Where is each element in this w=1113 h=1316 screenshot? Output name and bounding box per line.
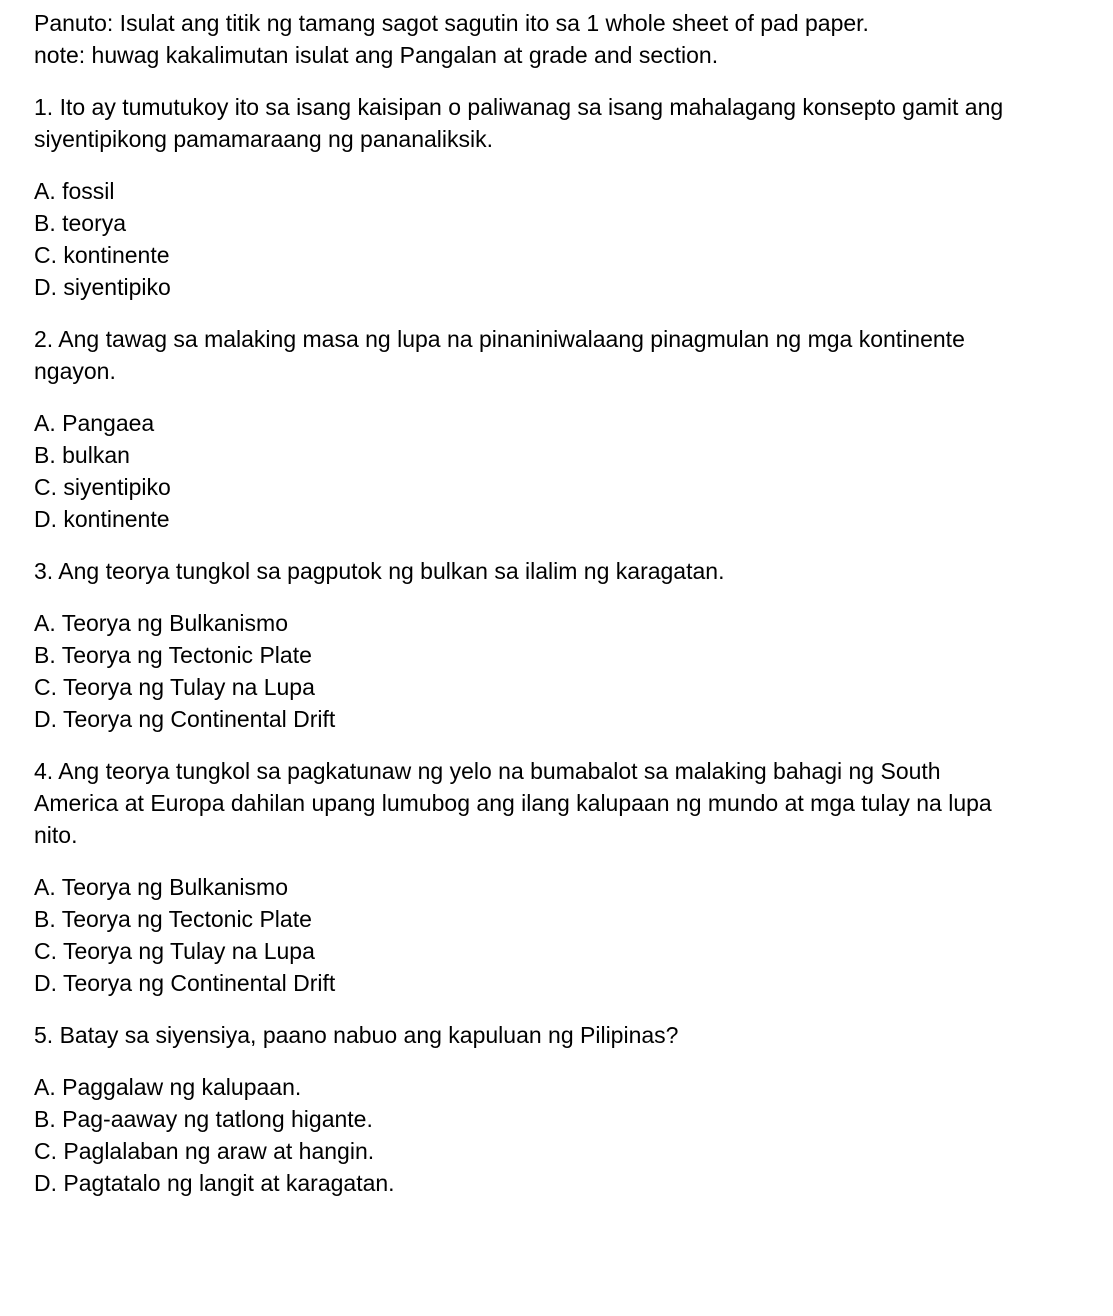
option-line: C. kontinente xyxy=(34,242,170,268)
question-options-1 xyxy=(34,175,1113,303)
option-line: D. Teorya ng Continental Drift xyxy=(34,970,336,996)
option-line: A. Paggalaw ng kalupaan. xyxy=(34,1074,302,1100)
question-line: 3. Ang teorya tungkol sa pagputok ng bulkan sa ilalim ng karagatan. xyxy=(34,558,725,584)
question-options-3 xyxy=(34,607,1113,735)
option-line: A. Pangaea xyxy=(34,410,155,436)
option-line: D. Pagtatalo ng langit at karagatan. xyxy=(34,1170,395,1196)
option-line: C. Teorya ng Tulay na Lupa xyxy=(34,674,315,700)
option-line: B. Teorya ng Tectonic Plate xyxy=(34,642,312,668)
question-line: ngayon. xyxy=(34,358,116,384)
question-text-2 xyxy=(34,323,1113,387)
question-line: 2. Ang tawag sa malaking masa ng lupa na pinaniniwalaang pinagmulan ng mga kontinente xyxy=(34,326,965,352)
question-line: siyentipikong pamamaraang ng pananaliksik. xyxy=(34,126,494,152)
option-line: D. siyentipiko xyxy=(34,274,171,300)
option-line: C. Teorya ng Tulay na Lupa xyxy=(34,938,315,964)
instructions-block xyxy=(34,7,1113,71)
instructions-line: Panuto: Isulat ang titik ng tamang sagot sagutin ito sa 1 whole sheet of pad paper. xyxy=(34,10,869,36)
question-line: America at Europa dahilan upang lumubog ang ilang kalupaan ng mundo at mga tulay na lupa xyxy=(34,790,992,816)
question-line: 1. Ito ay tumutukoy ito sa isang kaisipan o paliwanag sa isang mahalagang konsepto gamit ang xyxy=(34,94,1004,120)
option-line: D. kontinente xyxy=(34,506,170,532)
option-line: D. Teorya ng Continental Drift xyxy=(34,706,336,732)
option-line: A. Teorya ng Bulkanismo xyxy=(34,610,288,636)
question-line: 5. Batay sa siyensiya, paano nabuo ang kapuluan ng Pilipinas? xyxy=(34,1022,679,1048)
question-text-1 xyxy=(34,91,1113,155)
option-line: C. siyentipiko xyxy=(34,474,171,500)
question-line: 4. Ang teorya tungkol sa pagkatunaw ng yelo na bumabalot sa malaking bahagi ng South xyxy=(34,758,941,784)
question-text-3 xyxy=(34,555,1113,587)
question-line: nito. xyxy=(34,822,78,848)
question-text-4 xyxy=(34,755,1113,851)
option-line: A. fossil xyxy=(34,178,115,204)
question-options-2 xyxy=(34,407,1113,535)
option-line: A. Teorya ng Bulkanismo xyxy=(34,874,288,900)
question-options-4 xyxy=(34,871,1113,999)
option-line: B. teorya xyxy=(34,210,127,236)
option-line: B. bulkan xyxy=(34,442,130,468)
note-line: note: huwag kakalimutan isulat ang Pangalan at grade and section. xyxy=(34,42,719,68)
option-line: B. Teorya ng Tectonic Plate xyxy=(34,906,312,932)
question-text-5 xyxy=(34,1019,1113,1051)
option-line: C. Paglalaban ng araw at hangin. xyxy=(34,1138,375,1164)
option-line: B. Pag-aaway ng tatlong higante. xyxy=(34,1106,373,1132)
question-options-5 xyxy=(34,1071,1113,1199)
